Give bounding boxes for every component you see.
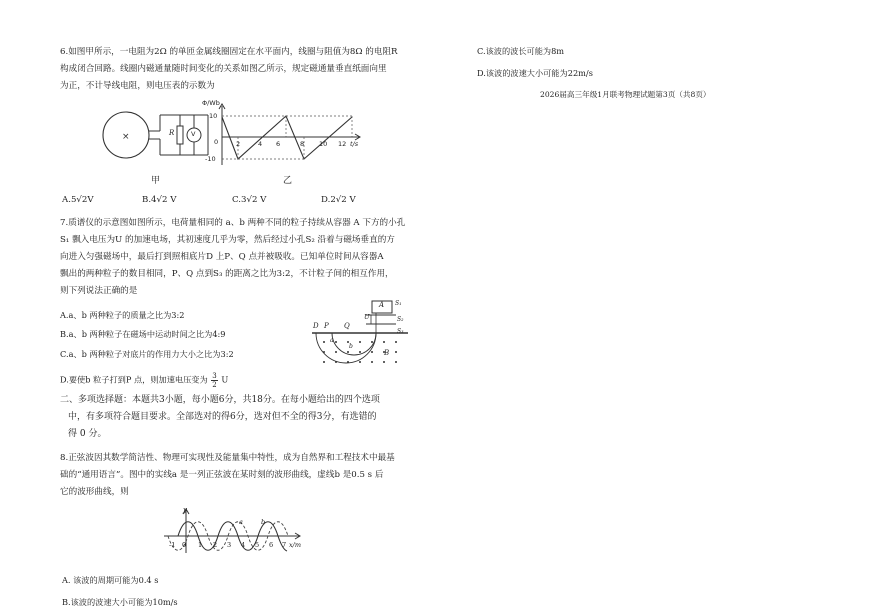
voltmeter-label: V bbox=[191, 130, 196, 138]
figure-path-b-label: b bbox=[349, 343, 353, 350]
q8-option-d: D.该波的波速大小可能为22m/s bbox=[477, 68, 593, 78]
q7-option-d-unit: U bbox=[221, 374, 229, 385]
resistor bbox=[177, 126, 183, 144]
q6-line2: 构成闭合回路。线圈内磁通量随时间变化的关系如图乙所示，规定磁通量垂直纸面向里 bbox=[60, 64, 387, 74]
wave-tick-neg1: -1 bbox=[169, 541, 176, 549]
figure-label-s3: S₃ bbox=[397, 328, 404, 335]
graph-origin: 0 bbox=[214, 138, 219, 146]
q7-option-a: A.a、b 两种粒子的质量之比为3:2 bbox=[60, 310, 185, 320]
svg-text:×: × bbox=[122, 132, 130, 142]
section-2-line2: 中，有多项符合题目要求。全部选对的得6分，选对但不全的得3分，有选错的 bbox=[68, 412, 377, 422]
q6-option-a: A.5√2V bbox=[62, 195, 94, 205]
figure-jia-label: 甲 bbox=[151, 176, 161, 186]
wave-tick-0: 0 bbox=[182, 541, 187, 549]
q7-line3: 向进入匀强磁场中，最后打到照相底片D 上P、Q 点并被吸收。已知单位时间从容器A bbox=[60, 252, 384, 262]
wave-tick-6: 6 bbox=[269, 541, 274, 549]
graph-x-tick-8: 8 bbox=[300, 140, 305, 148]
section-2-line3: 得 0 分。 bbox=[68, 429, 107, 439]
q8-option-c: C.该波的波长可能为8m bbox=[477, 46, 565, 56]
figure-yi-label: 乙 bbox=[283, 176, 293, 186]
figure-path-a-label: a bbox=[330, 337, 334, 344]
figure-label-d: D bbox=[313, 322, 319, 330]
wave-tick-2: 2 bbox=[213, 541, 218, 549]
graph-y-tick-top: 10 bbox=[209, 112, 218, 120]
graph-x-tick-10: 10 bbox=[319, 140, 328, 148]
q8-line2: 础的“通用语言”。图中的实线a 是一列正弦波在某时刻的波形曲线，虚线b 是0.5 s 后 bbox=[60, 470, 384, 480]
q6-figure-yi-graph bbox=[200, 98, 370, 172]
q8-line1: 8.正弦波因其数学简洁性、物理可实现性及能量集中特性，成为自然界和工程技术中最基 bbox=[60, 453, 395, 463]
resistor-label: R bbox=[169, 129, 175, 137]
figure-label-u: U bbox=[364, 313, 370, 321]
wave-tick-7: 7 bbox=[282, 541, 287, 549]
figure-label-p: P bbox=[324, 322, 329, 330]
wave-tick-5: 5 bbox=[255, 541, 260, 549]
graph-x-label: t/s bbox=[350, 140, 359, 148]
graph-x-tick-12: 12 bbox=[338, 140, 347, 148]
wave-x-label: x/m bbox=[289, 541, 302, 549]
q7-option-d-text: D.要使b 粒子打到P 点，则加速电压变为 bbox=[60, 374, 208, 385]
q8-line3: 它的波形曲线，则 bbox=[60, 487, 129, 497]
q6-line3: 为正，不计导线电阻，则电压表的示数为 bbox=[60, 81, 215, 91]
q8-option-b: B.该波的波速大小可能为10m/s bbox=[62, 597, 178, 607]
graph-x-tick-4: 4 bbox=[258, 140, 263, 148]
q7-option-d-fraction bbox=[211, 372, 217, 389]
q7-option-b: B.a、b 两种粒子在磁场中运动时间之比为4:9 bbox=[60, 329, 226, 339]
q7-line1: 7.质谱仪的示意图如图所示，电荷量相同的 a、b 两种不同的粒子持续从容器 A 下方的小孔 bbox=[60, 218, 406, 228]
graph-x-tick-6: 6 bbox=[276, 140, 281, 148]
q6-line1: 6.如图甲所示，一电阻为2Ω 的单匝金属线圈固定在水平面内，线圈与阻值为8Ω 的电阻R bbox=[60, 47, 398, 57]
figure-label-a: A bbox=[379, 301, 385, 309]
wave-tick-1: 1 bbox=[198, 541, 203, 549]
q6-option-c: C.3√2 V bbox=[232, 195, 267, 205]
figure-label-q: Q bbox=[344, 322, 350, 330]
q7-option-c: C.a、b 两种粒子对底片的作用力大小之比为3:2 bbox=[60, 349, 234, 359]
fraction-numerator: 3 bbox=[212, 372, 217, 380]
q8-option-a: A. 该波的周期可能为0.4 s bbox=[62, 575, 159, 585]
q7-line2: S₁ 飘入电压为U 的加速电场，其初速度几乎为零，然后经过小孔S₂ 沿着与磁场垂直的方 bbox=[60, 235, 395, 245]
q7-line4: 飘出的两种粒子的数目相同，P、Q 点到S₃ 的距离之比为3:2，不计粒子间的相互作用， bbox=[60, 269, 394, 279]
page-footer: 2026届高三年级1月联考物理试题第3页（共8页） bbox=[540, 90, 711, 99]
q7-line5: 则下列说法正确的是 bbox=[60, 286, 138, 296]
figure-label-s2: S₂ bbox=[397, 316, 404, 323]
q7-option-d bbox=[60, 372, 228, 389]
wave-tick-3: 3 bbox=[227, 541, 232, 549]
wave-a-label: a bbox=[239, 518, 243, 526]
section-2-line1: 二、多项选择题：本题共3小题，每小题6分，共18分。在每小题给出的四个选项 bbox=[60, 395, 380, 405]
figure-label-b: B bbox=[384, 349, 390, 357]
q6-option-b: B.4√2 V bbox=[142, 195, 177, 205]
q6-option-d: D.2√2 V bbox=[321, 195, 356, 205]
wave-y-label: y bbox=[183, 506, 187, 514]
wave-b-label: b bbox=[261, 518, 266, 526]
wave-tick-4: 4 bbox=[241, 541, 246, 549]
fraction-denominator: 2 bbox=[212, 381, 217, 389]
graph-y-tick-bottom: -10 bbox=[205, 155, 216, 163]
figure-label-s1: S₁ bbox=[395, 300, 402, 307]
graph-y-label: Φ/Wb bbox=[202, 99, 220, 107]
q7-mass-spectrometer-figure bbox=[310, 298, 410, 370]
graph-x-tick-2: 2 bbox=[236, 140, 241, 148]
